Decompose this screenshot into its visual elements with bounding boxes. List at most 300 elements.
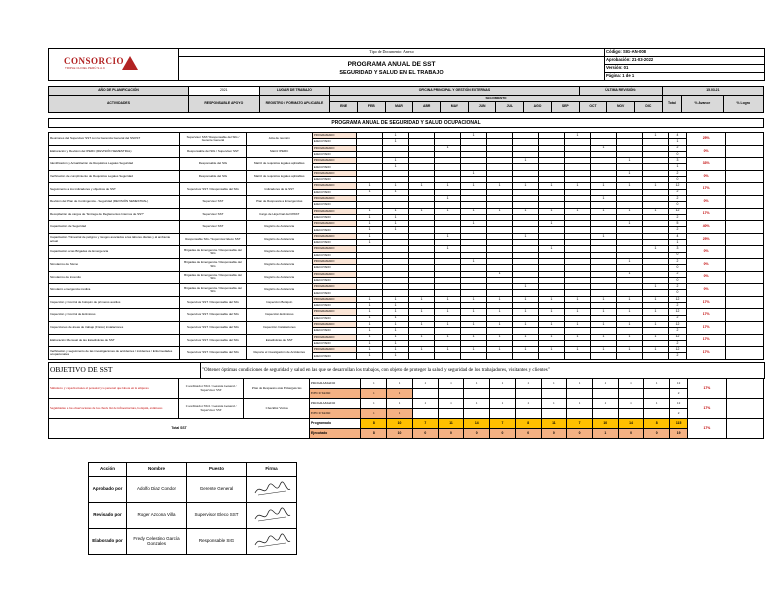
cell-prog: 1 [487, 271, 513, 277]
cell-prog: 1 [642, 246, 668, 252]
cell-prog: 1 [461, 221, 487, 227]
row-total: 2 [670, 409, 688, 419]
executed-label: EJECUTADO [312, 214, 356, 220]
cell-ejec [567, 409, 593, 419]
cell-prog: 1 [357, 221, 383, 227]
total-ejec: 0 [438, 429, 464, 439]
cell-prog: 1 [490, 379, 516, 389]
executed-label: EJECUTADO [312, 277, 356, 283]
cell-ejec: 1 [357, 303, 383, 309]
total-ejec: 0 [490, 429, 516, 439]
table-row [49, 399, 764, 409]
cell-prog: 1 [590, 334, 616, 340]
programmed-label: PROGRAMADO [312, 195, 356, 201]
row-total: 2 [668, 340, 686, 346]
cell-prog: 1 [409, 334, 435, 340]
achievement-cell [726, 419, 763, 439]
cell-ejec: 1 [357, 328, 383, 334]
programmed-label: PROGRAMADO [312, 347, 356, 353]
cell-prog: 1 [513, 158, 539, 164]
cell-prog: 1 [435, 309, 461, 315]
progress-percent: 17% [688, 399, 727, 419]
signature-name: Adolfo Diaz Condor [127, 477, 187, 503]
cell-prog: 1 [616, 321, 642, 327]
month-nov: NOV [607, 102, 635, 113]
cell-ejec [538, 353, 564, 359]
cell-prog: 1 [490, 399, 516, 409]
activity-register: Registro de Asistencia [246, 221, 312, 234]
activity-register: Estadísticas de SST [246, 334, 312, 347]
cell-ejec: 1 [357, 227, 383, 233]
activity-name: Reuniones del Supervisor SST con la Gerencia General del SSOST [49, 133, 180, 146]
activity-register: Inspección Botiquín [246, 296, 312, 309]
signature-action: Aprobado por [89, 477, 127, 503]
progress-percent: 33% [687, 158, 726, 171]
achievement-cell [726, 347, 764, 360]
row-total: 2 [668, 189, 686, 195]
activity-register: Reporte el investigación de Accidentes [246, 347, 312, 360]
cell-prog: 1 [357, 208, 383, 214]
activity-register: Matriz IPERC [246, 145, 312, 158]
programmed-label: PROGRAMADO [312, 170, 356, 176]
cell-prog: 1 [383, 347, 409, 353]
activity-name: Simulacros de incendio [49, 271, 180, 284]
total-ejec: 0 [412, 429, 438, 439]
cell-ejec: 1 [383, 303, 409, 309]
objective-responsible: Coordinador SSO / Gerente General / Supervisor SST [178, 379, 244, 399]
row-total: 2 [668, 328, 686, 334]
total-percent: 17% [688, 419, 727, 439]
executed-label: EJECUTADO [312, 340, 356, 346]
cell-prog: 1 [383, 221, 409, 227]
cell-prog: 1 [513, 284, 539, 290]
cell-prog: 1 [642, 133, 668, 139]
cell-prog: 1 [616, 208, 642, 214]
programmed-label: PROGRAMADO [312, 271, 356, 277]
row-total: 0 [668, 265, 686, 271]
cell-prog: 1 [435, 347, 461, 353]
cell-prog: 1 [383, 309, 409, 315]
cell-prog: 1 [461, 334, 487, 340]
cell-prog: 1 [592, 379, 618, 389]
month-feb: FEB [357, 102, 385, 113]
signatures-table [88, 462, 297, 555]
executed-label: EJECUTADO [310, 389, 361, 399]
progress-percent: 17% [687, 183, 726, 196]
signature-image [247, 477, 297, 503]
cell-ejec: 1 [357, 353, 383, 359]
cell-prog: 1 [409, 208, 435, 214]
total-prog: 14 [464, 419, 490, 429]
executed-label: EJECUTADO [312, 202, 356, 208]
total-prog: 8 [515, 419, 541, 429]
total-prog: 11 [541, 419, 567, 429]
progress-percent: 17% [687, 334, 726, 347]
cell-prog: 1 [464, 399, 490, 409]
activity-register: Matriz de requisitos legales aplicables [246, 158, 312, 171]
col-progress: % Avance [682, 96, 724, 113]
signature-row [89, 503, 297, 529]
cell-prog: 1 [564, 133, 590, 139]
cell-prog: 1 [538, 246, 564, 252]
executed-label: EJECUTADO [312, 240, 356, 246]
row-total: 0 [668, 177, 686, 183]
workplace-label: LUGAR DE TRABAJO [259, 87, 330, 96]
signature-name: Roger Azcona Villa [127, 503, 187, 529]
achievement-cell [726, 170, 764, 183]
achievement-cell [726, 233, 764, 246]
activity-name: Verificación de cumplimiento de Requisitos Legales Seguridad [49, 170, 180, 183]
cell-prog: 1 [357, 347, 383, 353]
total-ejec: 0 [464, 429, 490, 439]
month-ago: AGO [524, 102, 552, 113]
logo-subtext: TRIPLE CH DEL PERÚ S.A.C [65, 66, 106, 70]
cell-ejec: 1 [383, 227, 409, 233]
cell-prog: 1 [435, 321, 461, 327]
objective-table [48, 362, 765, 379]
signature-scribble-icon [252, 479, 292, 499]
cell-prog: 1 [642, 284, 668, 290]
total-ejec: 0 [644, 429, 670, 439]
executed-label: EJECUTADO [312, 177, 356, 183]
programmed-label: PROGRAMADO [312, 233, 356, 239]
activity-name: Simulacro emergencia médica [49, 284, 180, 297]
cell-prog: 1 [487, 309, 513, 315]
progress-percent: 17% [687, 296, 726, 309]
cell-ejec: 1 [383, 353, 409, 359]
cell-prog: 1 [361, 399, 387, 409]
achievement-cell [726, 399, 763, 419]
cell-prog: 1 [642, 183, 668, 189]
executed-label: EJECUTADO [312, 315, 356, 321]
total-prog: 10 [592, 419, 618, 429]
cell-prog: 1 [487, 183, 513, 189]
activity-responsible: Supervisor SST / Responsable del SIG [180, 296, 246, 309]
cell-ejec: 1 [357, 214, 383, 220]
cell-prog: 1 [435, 145, 461, 151]
activity-name: Identificación y Actualización de Requisitos Legales Seguridad [49, 158, 180, 171]
cell-prog: 1 [590, 309, 616, 315]
signature-scribble-icon [252, 531, 292, 551]
section-title: PROGRAMA ANUAL DE SEGURIDAD Y SALUD OCUPACIONAL [48, 118, 764, 128]
activity-name: Simulacros de Sismo [49, 258, 180, 271]
cell-prog: 1 [357, 321, 383, 327]
cell-ejec: 1 [357, 240, 383, 246]
objective-text: "Obtener óptimas condiciones de seguridad y salud en las que se desarrollan los trabajos, con objeto de proteger la salud y seguridad de los trabajadores, visitantes y clientes" [201, 363, 765, 379]
signature-header: Firma [247, 463, 297, 477]
programmed-label: PROGRAMADO [312, 183, 356, 189]
signature-position: Gerente General [187, 477, 247, 503]
approval: Aprobación: 21-03-2022 [605, 57, 765, 65]
cell-prog: 1 [538, 334, 564, 340]
total-prog: 8 [361, 419, 387, 429]
cell-ejec [618, 389, 644, 399]
cell-prog: 1 [616, 334, 642, 340]
month-abr: ABR [413, 102, 441, 113]
achievement-cell [726, 145, 764, 158]
cell-prog: 1 [487, 347, 513, 353]
activity-name: Seguimiento a los indicadores y objetivos de SST [49, 183, 180, 196]
cell-prog: 1 [383, 296, 409, 302]
cell-prog: 1 [590, 195, 616, 201]
cell-prog: 1 [357, 296, 383, 302]
header-table [48, 48, 765, 81]
cell-ejec: 1 [357, 340, 383, 346]
row-total: 2 [668, 284, 686, 290]
progress-percent: 17% [687, 309, 726, 322]
progress-percent: 0% [687, 246, 726, 259]
total-prog: 14 [618, 419, 644, 429]
programmed-label: PROGRAMADO [312, 221, 356, 227]
programmed-label: PROGRAMADO [312, 133, 356, 139]
programmed-label: PROGRAMADO [312, 334, 356, 340]
totals-table [48, 418, 764, 439]
activity-responsible: Supervisor SST [180, 221, 246, 234]
activity-register: Matriz de requisitos legales aplicables [246, 170, 312, 183]
activity-register: Registro de Asistencia [246, 233, 312, 246]
progress-percent: 0% [687, 145, 726, 158]
doc-code: Código: SIG-AN-008 [605, 49, 765, 57]
col-tracking: SEGUIMIENTO [330, 96, 662, 102]
cell-prog: 1 [513, 183, 539, 189]
row-total: 12 [670, 379, 688, 389]
month-ene: ENE [330, 102, 358, 113]
cell-ejec [515, 409, 541, 419]
cell-prog: 1 [538, 183, 564, 189]
cell-prog: 1 [409, 309, 435, 315]
cell-prog: 1 [590, 347, 616, 353]
row-total: 12 [668, 183, 686, 189]
cell-ejec [564, 353, 590, 359]
activity-name: Inspección y Control de botiquín de primeros auxilios [49, 296, 180, 309]
activity-register: Cargo de Hoja final del RISST [246, 208, 312, 221]
objective-register: Checklist Varios [244, 399, 310, 419]
activity-register: Inspección Extintores [246, 309, 312, 322]
executed-label: EJECUTADO [312, 139, 356, 145]
row-total: 1 [668, 164, 686, 170]
total-ejec: 0 [541, 429, 567, 439]
total-prog: 8 [644, 419, 670, 429]
programmed-label: PROGRAMADO [310, 399, 361, 409]
row-total: 0 [668, 202, 686, 208]
signature-header: Puesto [187, 463, 247, 477]
cell-prog: 1 [616, 158, 642, 164]
cell-prog: 1 [383, 133, 409, 139]
total-ejec: 0 [618, 429, 644, 439]
cell-prog: 1 [464, 379, 490, 389]
activity-responsible: Brigadas de Emergencia / Responsable del SIG [180, 246, 246, 259]
cell-ejec [464, 409, 490, 419]
cell-ejec [642, 353, 668, 359]
programmed-label: PROGRAMADO [312, 158, 356, 164]
cell-prog: 1 [461, 347, 487, 353]
signature-header: Acción [89, 463, 127, 477]
progress-percent: 17% [687, 208, 726, 221]
cell-ejec [590, 353, 616, 359]
objective-responsible: Coordinador SSO / Gerente General / Supervisor SST [178, 399, 244, 419]
cell-prog: 1 [642, 334, 668, 340]
cell-ejec [438, 389, 464, 399]
row-total: 12 [668, 334, 686, 340]
cell-ejec [618, 409, 644, 419]
activity-register: Acta de reunión [246, 133, 312, 146]
cell-ejec [487, 353, 513, 359]
cell-prog: 1 [564, 309, 590, 315]
cell-prog: 1 [409, 347, 435, 353]
col-responsible: RESPONSABLE APOYO [188, 96, 259, 113]
signature-image [247, 529, 297, 555]
row-total: 1 [668, 139, 686, 145]
cell-prog: 1 [461, 258, 487, 264]
cell-ejec: 1 [383, 328, 409, 334]
cell-prog: 1 [616, 347, 642, 353]
cell-ejec: 1 [361, 389, 387, 399]
cell-prog: 1 [435, 195, 461, 201]
cell-ejec [490, 409, 516, 419]
cell-prog: 1 [412, 399, 438, 409]
row-total: 2 [668, 227, 686, 233]
month-mar: MAR [385, 102, 413, 113]
cell-prog: 1 [409, 296, 435, 302]
cell-prog: 1 [387, 399, 413, 409]
cell-ejec [435, 353, 461, 359]
cell-prog: 1 [435, 296, 461, 302]
cell-prog: 1 [412, 379, 438, 389]
cell-prog: 1 [438, 379, 464, 389]
cell-prog: 1 [513, 321, 539, 327]
version: Versión: 01 [605, 65, 765, 73]
total-ejec: 0 [515, 429, 541, 439]
cell-prog: 1 [383, 334, 409, 340]
last-revision-value: 15.03.21 [662, 87, 763, 96]
cell-prog: 1 [435, 334, 461, 340]
cell-prog: 1 [515, 399, 541, 409]
progress-percent: 17% [688, 379, 727, 399]
cell-prog: 1 [590, 321, 616, 327]
executed-label: EJECUTADO [312, 227, 356, 233]
cell-ejec [461, 353, 487, 359]
cell-prog: 1 [357, 334, 383, 340]
row-total: 2 [668, 271, 686, 277]
cell-prog: 1 [541, 379, 567, 389]
cell-prog: 1 [461, 296, 487, 302]
cell-ejec [644, 409, 670, 419]
total-ejec: 1 [592, 429, 618, 439]
row-total: 12 [668, 208, 686, 214]
row-total: 2 [668, 258, 686, 264]
total-prog: 7 [567, 419, 593, 429]
cell-ejec [592, 409, 618, 419]
row-total: 2 [668, 315, 686, 321]
cell-ejec [490, 389, 516, 399]
cell-prog: 1 [644, 379, 670, 389]
totals-row [49, 419, 764, 429]
cell-prog: 1 [383, 183, 409, 189]
cell-ejec [412, 389, 438, 399]
month-jun: JUN [468, 102, 496, 113]
total-ejec: 0 [567, 429, 593, 439]
cell-ejec: 1 [383, 315, 409, 321]
row-total: 0 [668, 277, 686, 283]
cell-ejec [515, 389, 541, 399]
signature-header: Nombre [127, 463, 187, 477]
signature-action: Revisado por [89, 503, 127, 529]
row-total: 2 [668, 145, 686, 151]
signature-image [247, 503, 297, 529]
total-programmed-label: Programado [310, 419, 361, 429]
cell-ejec: 1 [383, 164, 409, 170]
cell-prog: 1 [590, 208, 616, 214]
activity-responsible: Brigadas de Emergencia / Responsable del SIG [180, 258, 246, 271]
activity-name: Revisión del Plan de Contingencia - Seguridad (REVISIÓN SEMESTRAL) [49, 195, 180, 208]
achievement-cell [726, 284, 764, 297]
activity-register: Indicadores de la SST [246, 183, 312, 196]
activity-register: Registro de Asistencia [246, 246, 312, 259]
activity-name: Capacitación Trimestral de peligros y riesgos asociados a las labores diarias y al ambiente actual [49, 233, 180, 246]
objective-register: Plan de Respuesta ante Emergencias [244, 379, 310, 399]
activity-register: Registro de Asistencia [246, 271, 312, 284]
page-subtitle: SEGURIDAD Y SALUD EN EL TRABAJO [339, 69, 444, 76]
executed-label: EJECUTADO [310, 409, 361, 419]
programmed-label: PROGRAMADO [310, 379, 361, 389]
cell-prog: 1 [461, 183, 487, 189]
cell-prog: 1 [461, 208, 487, 214]
cell-prog: 1 [564, 321, 590, 327]
cell-prog: 1 [461, 321, 487, 327]
cell-prog: 1 [616, 309, 642, 315]
activity-name: Verificación y seguimiento de las investigaciones de accidentes / incidentes / Enfermedades ocupacionales [49, 347, 180, 360]
cell-prog: 1 [541, 399, 567, 409]
progress-percent: 0% [687, 195, 726, 208]
progress-percent: 25% [687, 233, 726, 246]
logo-text: CONSORCIO [64, 56, 125, 66]
cell-ejec [644, 389, 670, 399]
cell-prog: 1 [567, 379, 593, 389]
page-title: PROGRAMA ANUAL DE SST [347, 61, 436, 69]
activity-responsible: Supervisor SST [180, 208, 246, 221]
activity-register: Inspección Instalaciones [246, 321, 312, 334]
activities-table [48, 132, 764, 360]
row-total: 12 [668, 321, 686, 327]
programmed-label: PROGRAMADO [312, 258, 356, 264]
month-may: MAY [441, 102, 469, 113]
cell-prog: 1 [357, 233, 383, 239]
signature-position: Supervisor Eleco SST [187, 503, 247, 529]
cell-prog: 1 [618, 379, 644, 389]
row-total: 12 [668, 296, 686, 302]
activity-responsible: Supervisor SST/ Responsable del SIG / Gerente General [180, 133, 246, 146]
executed-label: EJECUTADO [312, 328, 356, 334]
cell-prog: 1 [642, 296, 668, 302]
achievement-cell [726, 334, 764, 347]
month-sep: SEP [551, 102, 579, 113]
grand-total: 115 [670, 419, 688, 429]
total-label: Total SST [49, 419, 310, 439]
signature-scribble-icon [252, 505, 292, 525]
total-prog: 10 [387, 419, 413, 429]
activity-name: Inspección y Control de Extintores [49, 309, 180, 322]
cell-prog: 1 [383, 158, 409, 164]
page-number: Página: 1 de 1 [605, 73, 765, 81]
month-oct: OCT [579, 102, 607, 113]
programmed-label: PROGRAMADO [312, 246, 356, 252]
executed-label: EJECUTADO [312, 151, 356, 157]
cell-prog: 1 [642, 321, 668, 327]
row-total: 3 [668, 246, 686, 252]
cell-prog: 1 [435, 208, 461, 214]
cell-ejec: 1 [383, 214, 409, 220]
activity-responsible: Supervisor SST [180, 195, 246, 208]
